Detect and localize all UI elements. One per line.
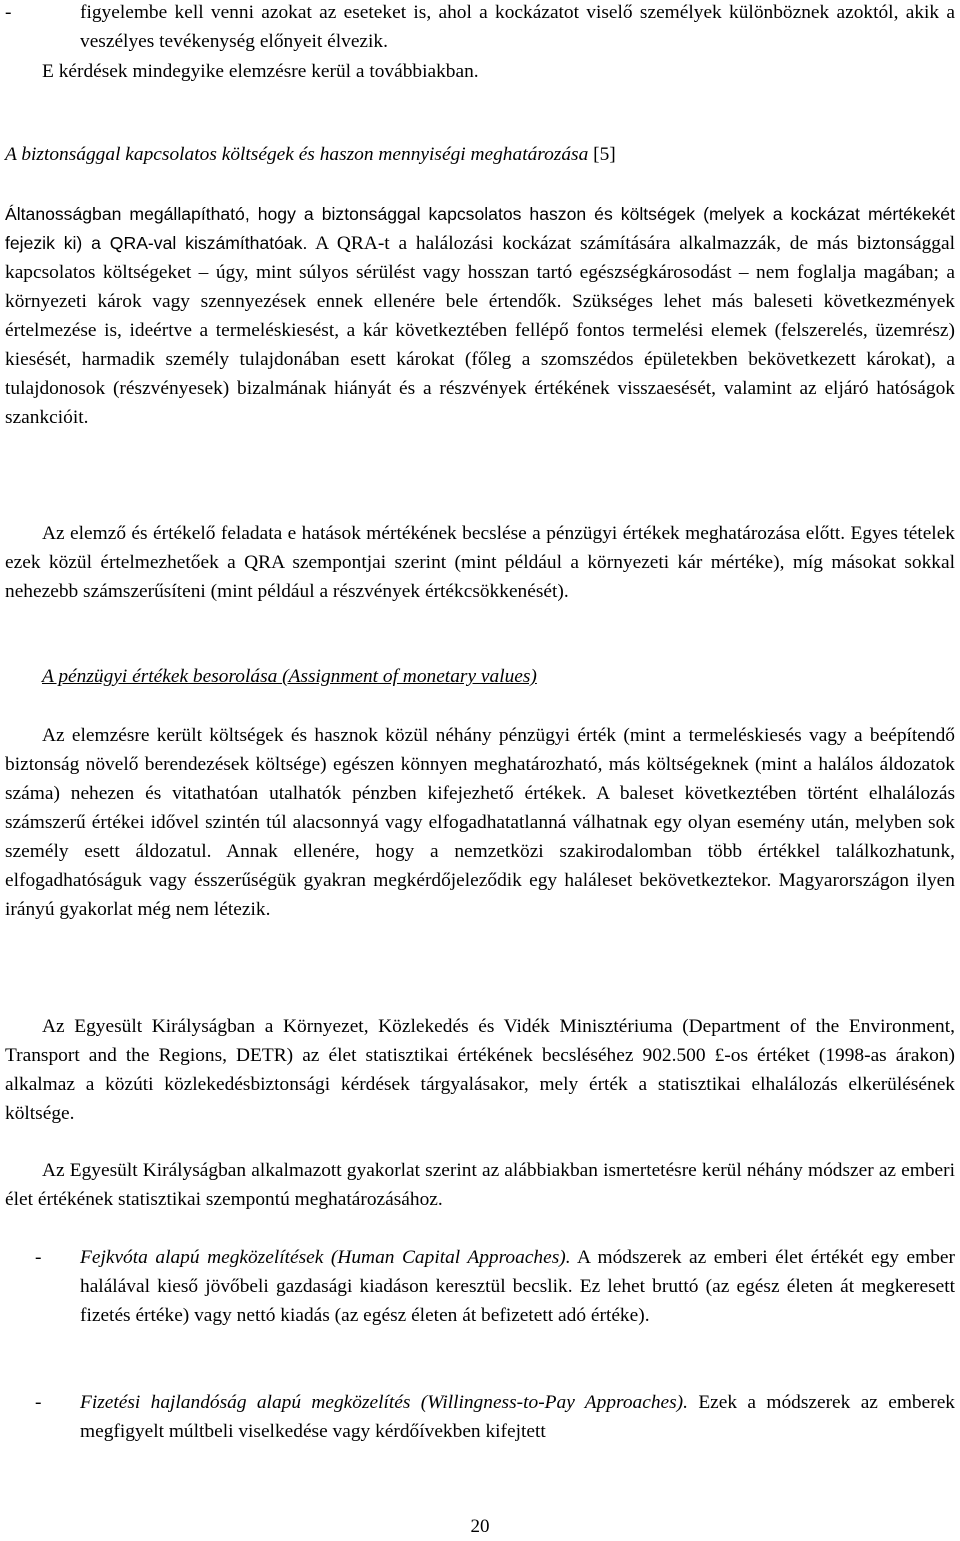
section-heading: A pénzügyi értékek besorolása (Assignment of monetary values): [42, 666, 537, 687]
section-heading-text: A biztonsággal kapcsolatos költségek és haszon mennyiségi meghatározása: [5, 144, 589, 165]
summary-paragraph: E kérdések mindegyike elemzésre kerül a továbbiakban.: [42, 61, 479, 82]
paragraph-text: A QRA-t a halálozási kockázat számítására alkalmazzák, de más biztonsággal kapcsolatos költségeket – úgy, mint súlyos sérülést vagy hosszan tartó egészségkárosodást – nem foglalja magában; a környezeti károk vagy szennyezések ennek ellenére bele értendők.: [5, 233, 955, 312]
body-paragraph: Az Egyesült Királyságban a Környezet, Közlekedés és Vidék Minisztériuma (Department of the Environment, Transport and the Regions, DETR) az élet statisztikai értékének becsléséhez 902.500 £-os értéket (1998-as árakon) alkalmaz a közúti közlekedésbiztonsági kérdések tárgyalásakor, mely érték a statisztikai elhalálozás elkerülésének költsége.: [5, 1016, 955, 1124]
list-dash: -: [35, 1247, 42, 1268]
list-item: [5, 1388, 955, 1446]
list-item-title: Fizetési hajlandóság alapú megközelítés (Willingness-to-Pay Approaches).: [80, 1392, 688, 1413]
list-item-body: Ezek a módszerek az emberek megfigyelt múltbeli viselkedése vagy kérdőívekben kifejtett: [80, 1392, 955, 1442]
list-item: [5, 1243, 955, 1330]
list-item-text: [80, 1243, 955, 1330]
section-heading: [5, 140, 955, 169]
page-number: 20: [470, 1516, 490, 1537]
list-item-text: figyelembe kell venni azokat az eseteket is, ahol a kockázatot viselő személyek különböznek azoktól, akik a veszélyes tevékenység előnyeit élvezik.: [80, 2, 955, 52]
list-item-text: [80, 1388, 955, 1446]
body-paragraph: Az Egyesült Királyságban alkalmazott gyakorlat szerint az alábbiakban ismertetésre kerül néhány módszer az emberi élet értékének statisztikai szempontú meghatározásához.: [5, 1160, 955, 1210]
list-item-body: A módszerek az emberi élet értékét egy ember halálával kieső jövőbeli gazdasági kiadáson keresztül becslik. Ez lehet bruttó (az egész életen át megkeresett fizetés értéke) vagy nettó kiadás (az egész életen át befizetett adó értéke).: [80, 1247, 955, 1326]
paragraph-text: Szükséges lehet más baleseti következmények értelmezése is, ideértve a termeléskiesést, a kár következtében fellépő fontos termelési elemek (felszerelés, üzemrész) kiesését, harmadik személy tulajdonában esett károkat (főleg a szomszédos épületekben bekövetkezett károkat), a tulajdonosok (részvényesek) bizalmának hiányát és a részvények értékének visszaesését, valamint az eljáró hatóságok szankcióit.: [5, 291, 955, 428]
section-heading-ref: [5]: [588, 144, 616, 165]
paragraph-text-sans: Áltanosságban megállapítható, hogy a biztonsággal kapcsolatos haszon és költségek (melyek a kockázat mértékekét fejezik ki) a QRA-val kiszámíthatóak.: [5, 204, 955, 253]
list-dash: -: [5, 2, 12, 23]
body-paragraph: Az elemző és értékelő feladata e hatások mértékének becslése a pénzügyi értékek meghatározása előtt. Egyes tételek ezek közül értelmezhetőek a QRA szempontjai szerint (mint például a környezeti kár mértéke), míg másokat sokkal nehezebb számszerűsíteni (mint például a részvények értékcsökkenését).: [5, 523, 955, 602]
list-item-title: Fejkvóta alapú megközelítések (Human Capital Approaches).: [80, 1247, 571, 1268]
list-item: [5, 0, 955, 56]
body-paragraph: [5, 200, 955, 432]
list-dash: -: [35, 1392, 42, 1413]
body-paragraph: Az elemzésre került költségek és hasznok közül néhány pénzügyi érték (mint a termeléskiesés vagy a beépítendő biztonság növelő berendezések költsége) egészen könnyen meghatározható, más költségeknek (mint a halálos áldozatok száma) nehezen és vitathatóan utalhatók pénzben kifejezhető értékek. A baleset következtében történt elhalálozás számszerű értékei idővel szintén túl alacsonnyá vagy elfogadhatatlanná válhatnak egy olyan esemény után, melyben sok személy esett áldozatul. Annak ellenére, hogy a nemzetközi szakirodalomban több értékkel találkozhatunk, elfogadhatóságuk vagy ésszerűségük gyakran megkérdőjeleződik egy haláleset bekövetkeztekor. Magyarországon ilyen irányú gyakorlat még nem létezik.: [5, 725, 955, 920]
